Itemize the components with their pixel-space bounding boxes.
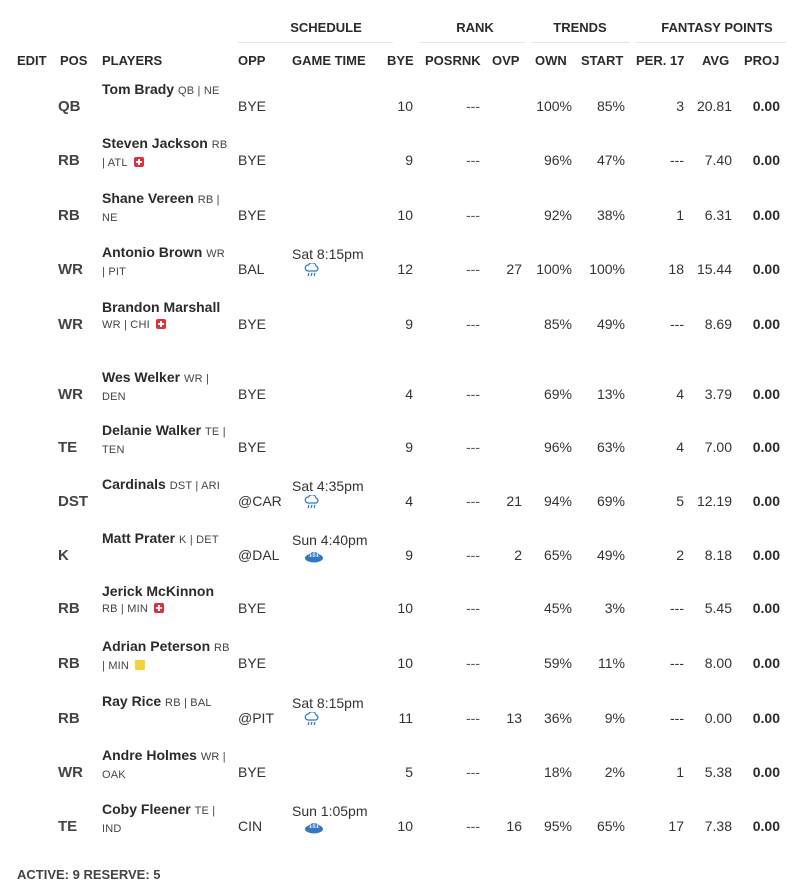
own-percent: 96%	[543, 439, 572, 455]
col-opp[interactable]: OPP	[238, 53, 266, 68]
pos-rank: ---	[466, 547, 480, 563]
own-percent: 18%	[543, 764, 572, 780]
player-cell	[102, 693, 230, 711]
position-label: RB	[58, 709, 80, 727]
projected-points: 0.00	[752, 710, 780, 726]
game-time-text: Sun 4:40pm	[292, 532, 368, 548]
own-percent: 95%	[543, 818, 572, 834]
projected-points: 0.00	[752, 493, 780, 509]
start-percent: 2%	[604, 764, 625, 780]
own-percent: 65%	[543, 547, 572, 563]
player-name-link[interactable]: Delanie Walker	[102, 422, 202, 438]
bye-week: 10	[397, 818, 413, 834]
start-percent: 3%	[604, 600, 625, 616]
player-team-meta: DST | ARI	[169, 480, 221, 492]
player-name-link[interactable]: Wes Welker	[102, 369, 181, 385]
group-schedule: SCHEDULE	[290, 20, 362, 35]
rain-weather-icon	[304, 495, 364, 512]
col-avg[interactable]: AVG	[702, 53, 730, 68]
position-label: WR	[58, 385, 83, 403]
own-percent: 36%	[543, 710, 572, 726]
opponent: @PIT	[238, 710, 274, 726]
opponent: @CAR	[238, 493, 282, 509]
own-percent: 85%	[543, 316, 572, 332]
player-name-link[interactable]: Matt Prater	[102, 530, 176, 546]
dome-stadium-icon	[304, 820, 368, 837]
ovp-value	[490, 745, 522, 799]
player-row	[0, 420, 800, 474]
player-team-meta: K | DET	[179, 534, 219, 546]
ovp-value: 13	[506, 710, 522, 726]
pos-rank: ---	[466, 386, 480, 402]
avg-points: 5.38	[704, 764, 732, 780]
ovp-value	[490, 636, 522, 690]
player-team-meta: RB | NE	[102, 194, 220, 224]
start-percent: 69%	[596, 493, 625, 509]
opponent: @DAL	[238, 547, 280, 563]
opponent: BYE	[238, 207, 267, 223]
position-label: WR	[58, 260, 83, 278]
opponent: BAL	[238, 261, 265, 277]
player-team-meta: RB | ATL	[102, 139, 228, 169]
player-row	[0, 636, 800, 690]
player-row	[0, 581, 800, 635]
period-17-points: ---	[670, 600, 684, 616]
ovp-value: 21	[506, 493, 522, 509]
player-cell	[102, 801, 230, 837]
group-trends-underline	[532, 42, 630, 43]
pos-rank: ---	[466, 493, 480, 509]
position-label: K	[58, 546, 69, 564]
player-team-meta: WR | PIT	[102, 248, 225, 278]
position-label: DST	[58, 492, 88, 510]
ovp-value	[490, 367, 522, 421]
pos-rank: ---	[466, 600, 480, 616]
player-name-link[interactable]: Ray Rice	[102, 693, 162, 709]
start-percent: 9%	[604, 710, 625, 726]
player-team-meta: TE | IND	[102, 805, 216, 835]
start-percent: 49%	[596, 547, 625, 563]
dome-stadium-icon	[304, 549, 368, 566]
own-percent: 100%	[536, 98, 572, 114]
ovp-value	[490, 79, 522, 133]
avg-points: 7.40	[704, 152, 732, 168]
opponent: BYE	[238, 764, 267, 780]
player-team-meta: QB | NE	[177, 85, 220, 97]
player-row	[0, 133, 800, 187]
avg-points: 5.45	[704, 600, 732, 616]
pos-rank: ---	[466, 152, 480, 168]
player-cell	[102, 530, 230, 548]
bye-week: 5	[405, 764, 413, 780]
opponent: BYE	[238, 98, 267, 114]
player-row	[0, 474, 800, 528]
period-17-points: 4	[676, 439, 684, 455]
player-row	[0, 367, 800, 421]
player-name-link[interactable]: Steven Jackson	[102, 135, 208, 151]
roster-count: ACTIVE: 9 RESERVE: 5	[17, 867, 161, 882]
player-team-meta: WR | OAK	[102, 751, 226, 781]
player-row	[0, 691, 800, 745]
player-row	[0, 297, 800, 351]
player-name-link[interactable]: Shane Vereen	[102, 190, 194, 206]
bye-week: 12	[397, 261, 413, 277]
bye-week: 9	[405, 547, 413, 563]
game-time	[292, 478, 364, 512]
opponent: BYE	[238, 439, 267, 455]
opponent: BYE	[238, 600, 267, 616]
player-team-meta: RB | BAL	[165, 697, 212, 709]
bye-week: 10	[397, 655, 413, 671]
projected-points: 0.00	[752, 439, 780, 455]
player-row	[0, 528, 800, 582]
player-team-meta: RB | MIN	[102, 642, 230, 672]
player-cell	[102, 135, 230, 171]
player-name-link[interactable]: Brandon Marshall	[102, 299, 221, 315]
game-time-text: Sun 1:05pm	[292, 803, 368, 819]
player-team-meta: WR | DEN	[102, 373, 210, 403]
col-game-time[interactable]: GAME TIME	[292, 53, 366, 68]
projected-points: 0.00	[752, 547, 780, 563]
player-team-meta: WR | CHI	[102, 319, 150, 331]
col-edit[interactable]: EDIT	[17, 53, 47, 68]
opponent: BYE	[238, 386, 267, 402]
start-percent: 47%	[596, 152, 625, 168]
player-cell	[102, 476, 230, 494]
avg-points: 12.19	[696, 493, 732, 509]
own-percent: 100%	[536, 261, 572, 277]
projected-points: 0.00	[752, 152, 780, 168]
game-time	[292, 532, 368, 566]
start-percent: 100%	[589, 261, 625, 277]
rain-weather-icon	[304, 263, 364, 280]
projected-points: 0.00	[752, 98, 780, 114]
player-name-link[interactable]: Coby Fleener	[102, 801, 191, 817]
col-start[interactable]: START	[581, 53, 624, 68]
position-label: RB	[58, 654, 80, 672]
player-row	[0, 242, 800, 296]
game-time-text: Sat 8:15pm	[292, 246, 364, 262]
projected-points: 0.00	[752, 818, 780, 834]
col-players[interactable]: PLAYERS	[102, 53, 163, 68]
col-own[interactable]: OWN	[535, 53, 567, 68]
pos-rank: ---	[466, 207, 480, 223]
own-percent: 59%	[543, 655, 572, 671]
player-name-link[interactable]: Cardinals	[102, 476, 166, 492]
player-cell	[102, 190, 230, 226]
ovp-value	[490, 420, 522, 474]
avg-points: 6.31	[704, 207, 732, 223]
period-17-points: 5	[676, 493, 684, 509]
projected-points: 0.00	[752, 764, 780, 780]
avg-points: 20.81	[696, 98, 732, 114]
period-17-points: 2	[676, 547, 684, 563]
period-17-points: 1	[676, 764, 684, 780]
group-rank: RANK	[456, 20, 494, 35]
projected-points: 0.00	[752, 316, 780, 332]
player-cell	[102, 422, 230, 458]
ovp-value	[490, 297, 522, 351]
player-cell	[102, 583, 230, 617]
period-17-points: 3	[676, 98, 684, 114]
player-team-meta: RB | MIN	[102, 603, 149, 615]
position-label: TE	[58, 438, 78, 456]
bye-week: 9	[405, 152, 413, 168]
injury-icon	[154, 603, 164, 613]
injury-icon	[156, 319, 166, 329]
own-percent: 69%	[543, 386, 572, 402]
start-percent: 49%	[596, 316, 625, 332]
ovp-value: 27	[506, 261, 522, 277]
player-row	[0, 79, 800, 133]
position-label: WR	[58, 763, 83, 781]
col-ovp[interactable]: OVP	[492, 53, 520, 68]
player-name-link[interactable]: Antonio Brown	[102, 244, 203, 260]
bye-week: 11	[398, 710, 413, 726]
player-cell	[102, 81, 230, 99]
player-row	[0, 188, 800, 242]
opponent: BYE	[238, 316, 267, 332]
position-label: QB	[58, 97, 81, 115]
player-row	[0, 745, 800, 799]
bye-week: 9	[405, 316, 413, 332]
player-name-link[interactable]: Tom Brady	[102, 81, 175, 97]
col-per17[interactable]: PER. 17	[636, 53, 685, 68]
projected-points: 0.00	[752, 386, 780, 402]
pos-rank: ---	[466, 655, 480, 671]
own-percent: 94%	[543, 493, 572, 509]
rain-weather-icon	[304, 712, 364, 729]
pos-rank: ---	[466, 764, 480, 780]
ovp-value	[490, 188, 522, 242]
ovp-value	[490, 581, 522, 635]
opponent: CIN	[238, 818, 263, 834]
start-percent: 11%	[598, 655, 625, 671]
projected-points: 0.00	[752, 655, 780, 671]
start-percent: 63%	[596, 439, 625, 455]
ovp-value: 16	[506, 818, 522, 834]
position-label: WR	[58, 315, 83, 333]
start-percent: 65%	[596, 818, 625, 834]
player-name-link[interactable]: Jerick McKinnon	[102, 583, 215, 599]
bye-week: 4	[405, 493, 413, 509]
injury-icon	[134, 157, 144, 167]
bye-week: 4	[405, 386, 413, 402]
start-percent: 13%	[596, 386, 625, 402]
col-pos[interactable]: POS	[60, 53, 88, 68]
avg-points: 8.18	[704, 547, 732, 563]
avg-points: 7.00	[704, 439, 732, 455]
group-fantasy-points: FANTASY POINTS	[661, 20, 773, 35]
avg-points: 3.79	[704, 386, 732, 402]
group-trends: TRENDS	[553, 20, 607, 35]
player-note-icon[interactable]	[135, 660, 145, 670]
own-percent: 96%	[543, 152, 572, 168]
position-label: RB	[58, 151, 80, 169]
bye-week: 10	[397, 98, 413, 114]
avg-points: 8.00	[704, 655, 732, 671]
period-17-points: ---	[670, 710, 684, 726]
period-17-points: 18	[668, 261, 684, 277]
bye-week: 10	[397, 600, 413, 616]
start-percent: 38%	[596, 207, 625, 223]
projected-points: 0.00	[752, 600, 780, 616]
ovp-value	[490, 133, 522, 187]
game-time-text: Sat 8:15pm	[292, 695, 364, 711]
group-rank-underline	[420, 42, 525, 43]
pos-rank: ---	[466, 710, 480, 726]
period-17-points: 1	[676, 207, 684, 223]
position-label: RB	[58, 599, 80, 617]
player-cell	[102, 244, 230, 280]
game-time-text: Sat 4:35pm	[292, 478, 364, 494]
pos-rank: ---	[466, 98, 480, 114]
player-team-meta: TE | TEN	[102, 426, 226, 456]
game-time	[292, 803, 368, 837]
opponent: BYE	[238, 152, 267, 168]
bye-week: 10	[397, 207, 413, 223]
avg-points: 8.69	[704, 316, 732, 332]
player-cell	[102, 369, 230, 405]
pos-rank: ---	[466, 316, 480, 332]
period-17-points: ---	[670, 655, 684, 671]
player-row	[0, 799, 800, 853]
game-time	[292, 246, 364, 280]
period-17-points: 4	[676, 386, 684, 402]
projected-points: 0.00	[752, 207, 780, 223]
start-percent: 85%	[596, 98, 625, 114]
projected-points: 0.00	[752, 261, 780, 277]
position-label: TE	[58, 817, 78, 835]
player-name-link[interactable]: Andre Holmes	[102, 747, 197, 763]
avg-points: 0.00	[704, 710, 732, 726]
position-label: RB	[58, 206, 80, 224]
col-posrnk[interactable]: POSRNK	[425, 53, 481, 68]
pos-rank: ---	[466, 439, 480, 455]
pos-rank: ---	[466, 261, 480, 277]
period-17-points: ---	[670, 316, 684, 332]
avg-points: 7.38	[704, 818, 732, 834]
game-time	[292, 695, 364, 729]
ovp-value: 2	[514, 547, 522, 563]
own-percent: 92%	[543, 207, 572, 223]
col-bye[interactable]: BYE	[387, 53, 414, 68]
own-percent: 45%	[543, 600, 572, 616]
col-proj[interactable]: PROJ	[744, 53, 780, 68]
group-fantasy-underline	[636, 42, 786, 43]
pos-rank: ---	[466, 818, 480, 834]
period-17-points: ---	[670, 152, 684, 168]
opponent: BYE	[238, 655, 267, 671]
bye-week: 9	[405, 439, 413, 455]
player-cell	[102, 638, 230, 674]
group-schedule-underline	[238, 42, 393, 43]
avg-points: 15.44	[696, 261, 732, 277]
period-17-points: 17	[668, 818, 684, 834]
player-name-link[interactable]: Adrian Peterson	[102, 638, 211, 654]
player-cell	[102, 299, 230, 333]
player-cell	[102, 747, 230, 783]
